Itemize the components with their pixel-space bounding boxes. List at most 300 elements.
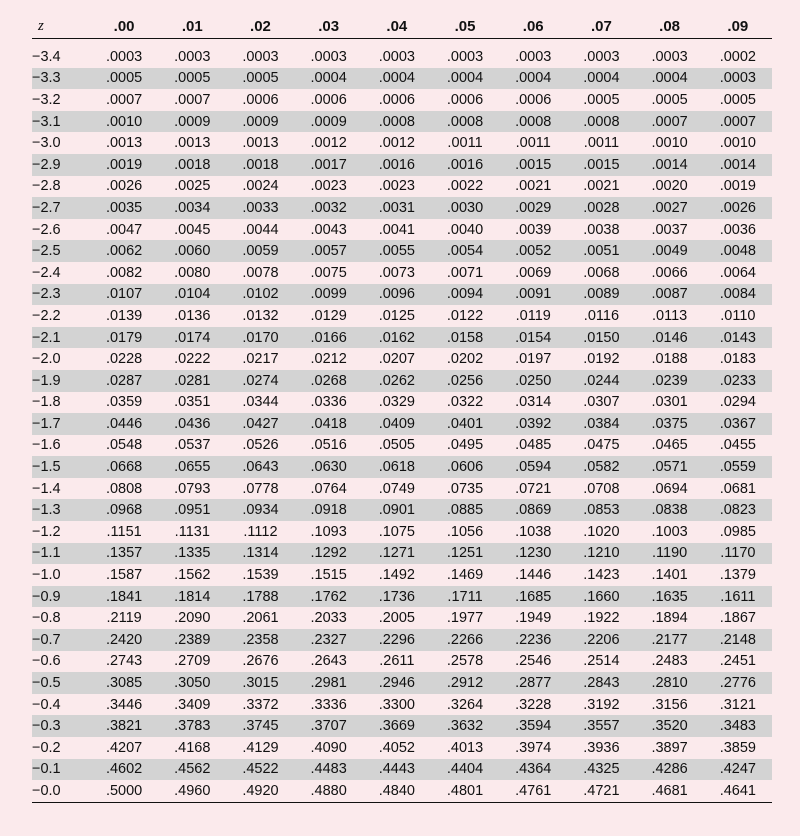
probability-cell: .0040: [446, 221, 484, 238]
probability-cell: .2206: [567, 629, 635, 651]
probability-cell: .0034: [158, 197, 226, 219]
probability-cell: .2643: [310, 653, 347, 670]
probability-cell: .0055: [363, 240, 431, 262]
probability-cell: .0052: [499, 240, 567, 262]
probability-cell: .0075: [310, 264, 347, 281]
probability-cell: .0031: [363, 197, 431, 219]
probability-cell: .0495: [446, 437, 484, 454]
probability-cell: .0059: [226, 240, 294, 262]
probability-cell: .0013: [242, 135, 279, 152]
probability-cell: .1151: [106, 523, 142, 540]
table-header: [32, 14, 772, 39]
table-row: [32, 219, 772, 241]
probability-cell: .3707: [295, 715, 363, 737]
probability-cell: .1736: [363, 586, 431, 608]
probability-cell: .3745: [226, 715, 294, 737]
probability-cell: .0023: [378, 178, 415, 195]
probability-cell: .1539: [242, 567, 279, 584]
probability-cell: .1357: [90, 543, 158, 565]
probability-cell: .2451: [719, 653, 756, 670]
probability-cell: .1660: [567, 586, 635, 608]
probability-cell: .0838: [636, 499, 704, 521]
probability-cell: .0007: [105, 91, 143, 108]
probability-cell: .2148: [704, 629, 772, 651]
probability-cell: .0951: [158, 499, 226, 521]
probability-cell: .0006: [515, 91, 552, 108]
probability-cell: .0009: [158, 111, 226, 133]
probability-cell: .1469: [446, 567, 484, 584]
probability-cell: .0129: [310, 307, 347, 324]
probability-cell: .3520: [636, 715, 704, 737]
probability-cell: .0166: [295, 327, 363, 349]
probability-cell: .0007: [636, 111, 704, 133]
probability-cell: .0681: [719, 480, 756, 497]
probability-cell: .4129: [242, 739, 279, 756]
probability-cell: .0011: [447, 135, 483, 152]
probability-cell: .4602: [90, 759, 158, 781]
probability-cell: .0559: [704, 456, 772, 478]
probability-cell: .0143: [704, 327, 772, 349]
probability-cell: .2090: [174, 610, 211, 627]
z-value-cell: −0.3: [32, 715, 90, 737]
probability-cell: .1251: [431, 543, 499, 565]
probability-cell: .0008: [431, 111, 499, 133]
probability-cell: .0197: [515, 351, 552, 368]
table-row: [32, 715, 772, 737]
probability-cell: .0287: [90, 370, 158, 392]
z-value-cell: −1.9: [32, 370, 90, 392]
probability-cell: .1271: [363, 543, 431, 565]
probability-cell: .0080: [174, 264, 211, 281]
probability-cell: .2033: [310, 610, 347, 627]
probability-cell: .0026: [105, 178, 143, 195]
table-row: [32, 46, 772, 68]
column-header: .07: [590, 17, 612, 35]
probability-cell: .0012: [378, 135, 415, 152]
probability-cell: .0025: [174, 178, 211, 195]
probability-cell: .0154: [499, 327, 567, 349]
probability-cell: .0004: [431, 68, 499, 90]
probability-cell: .0068: [583, 264, 620, 281]
probability-cell: .0475: [583, 437, 620, 454]
probability-cell: .4364: [499, 759, 567, 781]
probability-cell: .1003: [651, 523, 688, 540]
probability-cell: .1038: [515, 523, 552, 540]
probability-cell: .0367: [704, 413, 772, 435]
probability-cell: .4960: [174, 782, 211, 799]
probability-cell: .0537: [174, 437, 211, 454]
probability-cell: .0136: [174, 307, 211, 324]
probability-cell: .0301: [651, 394, 688, 411]
probability-cell: .0392: [499, 413, 567, 435]
probability-cell: .0010: [651, 135, 688, 152]
probability-cell: .0465: [651, 437, 688, 454]
table-row: [32, 154, 772, 176]
probability-cell: .1314: [226, 543, 294, 565]
probability-cell: .0015: [499, 154, 567, 176]
probability-cell: .0281: [158, 370, 226, 392]
z-value-cell: −0.5: [32, 672, 90, 694]
probability-cell: .0011: [583, 135, 620, 152]
probability-cell: .1635: [636, 586, 704, 608]
probability-cell: .0036: [719, 221, 756, 238]
z-value-cell: −2.8: [32, 178, 61, 195]
probability-cell: .0041: [378, 221, 415, 238]
probability-cell: .0526: [242, 437, 279, 454]
probability-cell: .0003: [446, 48, 484, 65]
probability-cell: .0212: [310, 351, 347, 368]
z-value-cell: −0.4: [32, 696, 61, 713]
probability-cell: .0006: [242, 91, 279, 108]
probability-cell: .3156: [651, 696, 688, 713]
probability-cell: .0228: [105, 351, 143, 368]
probability-cell: .0096: [363, 284, 431, 306]
probability-cell: .0032: [295, 197, 363, 219]
probability-cell: .0009: [295, 111, 363, 133]
probability-cell: .3936: [583, 739, 620, 756]
probability-cell: .0008: [567, 111, 635, 133]
probability-cell: .0005: [90, 68, 158, 90]
probability-cell: .0021: [583, 178, 620, 195]
probability-cell: .0256: [431, 370, 499, 392]
probability-cell: .3821: [90, 715, 158, 737]
probability-cell: .1762: [295, 586, 363, 608]
probability-cell: .0069: [515, 264, 552, 281]
probability-cell: .0091: [499, 284, 567, 306]
probability-cell: .0010: [719, 135, 756, 152]
probability-cell: .0250: [499, 370, 567, 392]
probability-cell: .0054: [431, 240, 499, 262]
probability-cell: .0668: [90, 456, 158, 478]
probability-cell: .0003: [515, 48, 552, 65]
probability-cell: .0853: [567, 499, 635, 521]
z-value-cell: −1.1: [32, 543, 90, 565]
probability-cell: .0808: [105, 480, 143, 497]
probability-cell: .0183: [719, 351, 756, 368]
probability-cell: .4404: [431, 759, 499, 781]
probability-cell: .1587: [105, 567, 143, 584]
column-header: .05: [454, 17, 476, 35]
probability-cell: .1788: [226, 586, 294, 608]
probability-cell: .4641: [719, 782, 756, 799]
probability-cell: .0003: [583, 48, 620, 65]
probability-cell: .4443: [363, 759, 431, 781]
probability-cell: .0102: [226, 284, 294, 306]
probability-cell: .1335: [158, 543, 226, 565]
probability-cell: .3372: [242, 696, 279, 713]
z-value-cell: −0.6: [32, 653, 61, 670]
z-value-cell: −3.4: [32, 48, 61, 65]
probability-cell: .0384: [567, 413, 635, 435]
probability-cell: .0060: [158, 240, 226, 262]
probability-cell: .4721: [583, 782, 620, 799]
probability-cell: .0073: [378, 264, 415, 281]
probability-cell: .0008: [499, 111, 567, 133]
probability-cell: .0003: [704, 68, 772, 90]
probability-cell: .2946: [363, 672, 431, 694]
probability-cell: .4168: [174, 739, 211, 756]
probability-cell: .0082: [105, 264, 143, 281]
probability-cell: .3669: [363, 715, 431, 737]
probability-cell: .2843: [567, 672, 635, 694]
probability-cell: .0446: [90, 413, 158, 435]
probability-cell: .4522: [226, 759, 294, 781]
probability-cell: .0968: [90, 499, 158, 521]
z-value-cell: −2.2: [32, 307, 61, 324]
probability-cell: .0027: [636, 197, 704, 219]
column-header: .06: [522, 17, 544, 35]
z-value-cell: −0.8: [32, 610, 61, 627]
probability-cell: .0455: [719, 437, 756, 454]
probability-cell: .2358: [226, 629, 294, 651]
probability-cell: .0139: [105, 307, 143, 324]
z-value-cell: −0.7: [32, 629, 90, 651]
table-row: [32, 132, 772, 154]
probability-cell: .2327: [295, 629, 363, 651]
probability-cell: .0017: [295, 154, 363, 176]
probability-cell: .3594: [499, 715, 567, 737]
probability-cell: .0116: [583, 307, 620, 324]
probability-cell: .1056: [446, 523, 484, 540]
probability-cell: .0003: [242, 48, 279, 65]
probability-cell: .0057: [295, 240, 363, 262]
probability-cell: .4681: [651, 782, 688, 799]
table-row: [32, 780, 772, 802]
probability-cell: .0064: [719, 264, 756, 281]
probability-cell: .3974: [515, 739, 552, 756]
probability-cell: .0039: [515, 221, 552, 238]
probability-cell: .0084: [704, 284, 772, 306]
probability-cell: .0409: [363, 413, 431, 435]
probability-cell: .0735: [446, 480, 484, 497]
probability-cell: .1131: [174, 523, 210, 540]
table-body: [32, 39, 772, 803]
table-row: [32, 176, 772, 198]
probability-cell: .3859: [719, 739, 756, 756]
probability-cell: .1112: [243, 523, 278, 540]
z-value-cell: −1.3: [32, 499, 90, 521]
probability-cell: .1020: [583, 523, 620, 540]
probability-cell: .2810: [636, 672, 704, 694]
column-header: .01: [181, 17, 203, 35]
probability-cell: .0708: [583, 480, 620, 497]
probability-cell: .0006: [378, 91, 415, 108]
probability-cell: .2912: [431, 672, 499, 694]
probability-cell: .0003: [105, 48, 143, 65]
probability-cell: .0006: [310, 91, 347, 108]
probability-cell: .0004: [636, 68, 704, 90]
probability-cell: .0018: [158, 154, 226, 176]
header-row: [32, 14, 772, 39]
probability-cell: .2877: [499, 672, 567, 694]
probability-cell: .0006: [446, 91, 484, 108]
probability-cell: .1446: [515, 567, 552, 584]
probability-cell: .1894: [651, 610, 688, 627]
probability-cell: .0749: [378, 480, 415, 497]
probability-cell: .0044: [242, 221, 279, 238]
probability-cell: .2546: [515, 653, 552, 670]
probability-cell: .0026: [704, 197, 772, 219]
z-value-cell: −2.3: [32, 284, 90, 306]
probability-cell: .1379: [719, 567, 756, 584]
probability-cell: .0162: [363, 327, 431, 349]
probability-cell: .3015: [226, 672, 294, 694]
probability-cell: .0516: [310, 437, 347, 454]
probability-cell: .0089: [567, 284, 635, 306]
probability-cell: .0606: [431, 456, 499, 478]
table-row: [32, 197, 772, 219]
table-row: [32, 478, 772, 500]
probability-cell: .3192: [583, 696, 620, 713]
probability-cell: .1075: [378, 523, 415, 540]
probability-cell: .0012: [310, 135, 347, 152]
probability-cell: .0104: [158, 284, 226, 306]
probability-cell: .0049: [636, 240, 704, 262]
probability-cell: .0033: [226, 197, 294, 219]
probability-cell: .4013: [446, 739, 484, 756]
probability-cell: .0170: [226, 327, 294, 349]
probability-cell: .0239: [636, 370, 704, 392]
probability-cell: .3085: [90, 672, 158, 694]
probability-cell: .0901: [363, 499, 431, 521]
probability-cell: .1423: [583, 567, 620, 584]
probability-cell: .4840: [378, 782, 415, 799]
probability-cell: .0274: [226, 370, 294, 392]
table-row: [32, 543, 772, 565]
probability-cell: .0174: [158, 327, 226, 349]
probability-cell: .0233: [704, 370, 772, 392]
spacer-row: [32, 39, 772, 47]
table-row: [32, 629, 772, 651]
z-value-cell: −1.8: [32, 394, 61, 411]
table-row: [32, 694, 772, 716]
table-row: [32, 586, 772, 608]
z-value-cell: −2.7: [32, 197, 90, 219]
column-header: .02: [250, 17, 271, 35]
probability-cell: .3897: [651, 739, 688, 756]
probability-cell: .0011: [515, 135, 551, 152]
probability-cell: .0192: [583, 351, 620, 368]
probability-cell: .0202: [446, 351, 484, 368]
probability-cell: .2611: [379, 653, 415, 670]
probability-cell: .2743: [105, 653, 143, 670]
table-row: [32, 521, 772, 543]
probability-cell: .0002: [719, 48, 756, 65]
probability-cell: .0793: [174, 480, 211, 497]
probability-cell: .0618: [363, 456, 431, 478]
probability-cell: .0005: [583, 91, 620, 108]
table-row: [32, 327, 772, 349]
probability-cell: .1841: [90, 586, 158, 608]
z-value-cell: −1.7: [32, 413, 90, 435]
probability-cell: .0099: [295, 284, 363, 306]
probability-cell: .0401: [431, 413, 499, 435]
probability-cell: .0008: [363, 111, 431, 133]
z-value-cell: −2.4: [32, 264, 61, 281]
probability-cell: .0024: [242, 178, 279, 195]
table-row: [32, 672, 772, 694]
probability-cell: .0110: [720, 307, 756, 324]
probability-cell: .0003: [651, 48, 688, 65]
probability-cell: .0014: [636, 154, 704, 176]
probability-cell: .0630: [295, 456, 363, 478]
probability-cell: .5000: [105, 782, 143, 799]
probability-cell: .4761: [515, 782, 552, 799]
z-table-container: [32, 14, 772, 803]
probability-cell: .0016: [363, 154, 431, 176]
probability-cell: .4247: [704, 759, 772, 781]
probability-cell: .2177: [636, 629, 704, 651]
probability-cell: .2420: [90, 629, 158, 651]
probability-cell: .0764: [310, 480, 347, 497]
table-row: [32, 499, 772, 521]
z-value-cell: −3.2: [32, 91, 61, 108]
probability-cell: .0150: [567, 327, 635, 349]
probability-cell: .0158: [431, 327, 499, 349]
probability-cell: .0004: [499, 68, 567, 90]
z-value-cell: −3.0: [32, 135, 61, 152]
probability-cell: .4483: [295, 759, 363, 781]
probability-cell: .0023: [310, 178, 347, 195]
probability-cell: .0222: [174, 351, 211, 368]
probability-cell: .2483: [651, 653, 688, 670]
probability-cell: .3300: [378, 696, 415, 713]
probability-cell: .0918: [295, 499, 363, 521]
column-header: .04: [386, 17, 408, 35]
probability-cell: .0985: [719, 523, 756, 540]
probability-cell: .2981: [295, 672, 363, 694]
probability-cell: .0007: [704, 111, 772, 133]
probability-cell: .0207: [378, 351, 415, 368]
z-value-cell: −0.2: [32, 739, 61, 756]
z-value-cell: −0.0: [32, 782, 61, 799]
column-header: .08: [659, 17, 681, 35]
probability-cell: .0336: [310, 394, 347, 411]
probability-cell: .0004: [295, 68, 363, 90]
probability-cell: .0051: [567, 240, 635, 262]
table-row: [32, 651, 772, 673]
probability-cell: .0122: [446, 307, 484, 324]
probability-cell: .3409: [174, 696, 211, 713]
z-value-cell: −1.6: [32, 437, 61, 454]
table-row: [32, 111, 772, 133]
column-header: .03: [318, 17, 340, 35]
probability-cell: .0594: [499, 456, 567, 478]
probability-cell: .0268: [295, 370, 363, 392]
table-row: [32, 284, 772, 306]
probability-cell: .0066: [651, 264, 688, 281]
table-row: [32, 413, 772, 435]
probability-cell: .0655: [158, 456, 226, 478]
probability-cell: .0351: [174, 394, 211, 411]
probability-cell: .1292: [295, 543, 363, 565]
probability-cell: .0418: [295, 413, 363, 435]
column-header: .00: [113, 17, 135, 35]
probability-cell: .0119: [515, 307, 551, 324]
probability-cell: .0427: [226, 413, 294, 435]
z-value-cell: −3.3: [32, 68, 90, 90]
z-value-cell: −1.4: [32, 480, 61, 497]
probability-cell: .0436: [158, 413, 226, 435]
probability-cell: .0016: [431, 154, 499, 176]
probability-cell: .0062: [90, 240, 158, 262]
probability-cell: .0019: [90, 154, 158, 176]
probability-cell: .1611: [704, 586, 772, 608]
probability-cell: .4052: [378, 739, 415, 756]
probability-cell: .1190: [636, 543, 704, 565]
probability-cell: .0021: [515, 178, 552, 195]
probability-cell: .4207: [105, 739, 143, 756]
